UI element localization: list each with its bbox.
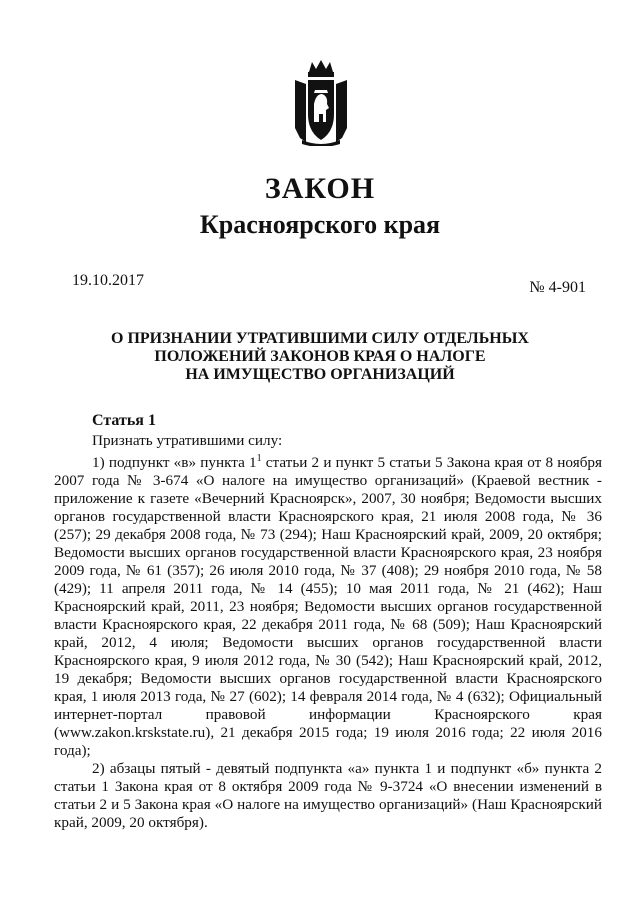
document-title-line: О ПРИЗНАНИИ УТРАТИВШИМИ СИЛУ ОТДЕЛЬНЫХ <box>111 330 529 347</box>
document-title-line: НА ИМУЩЕСТВО ОРГАНИЗАЦИЙ <box>185 366 455 383</box>
document-title <box>60 330 580 384</box>
document-number: № 4-901 <box>529 279 586 296</box>
article-item-1-rest: статьи 2 и пункт 5 статьи 5 Закона края от 8 ноября 2007 года № 3-674 «О налоге на имущество организаций» (Краевой вестник - приложение к газете «Вечерний Красноярск», 2007, 30 ноября; Ведомости высших органов государственной власти Красноярского края, 21 июля 2008 года, № 36 (257); 29 декабря 2008 года, № 73 (294); Наш Красноярский край, 2009, 20 октября; Ведомости высших органов государственной власти Красноярского края, 23 ноября 2009 года, № 61 (357); 26 июля 2010 года, № 37 (408); 29 ноября 2010 года, № 58 (429); 11 апреля 2011 года, № 14 (455); 10 мая 2011 года, № 21 (462); Наш Красноярский край, 2011, 23 ноября; Ведомости высших органов государственной власти Красноярского края, 22 декабря 2011 года, № 68 (509); Наш Красноярский край, 2012, 4 июля; Ведомости высших органов государственной власти Красноярского края, 9 июля 2012 года, № 30 (542); Наш Красноярский край, 2012, 19 декабря; Ведомости высших органов государственной власти Красноярского края, 1 июля 2013 года, № 27 (602); 14 февраля 2014 года, № 4 (632); Официальный интернет-портал правовой информации Красноярского края (www.zakon.krskstate.ru), 21 декабря 2015 года; 19 июля 2016 года; 22 июля 2016 года); <box>54 454 602 760</box>
document-date: 19.10.2017 <box>72 272 144 289</box>
document-region: Красноярского края <box>199 210 441 239</box>
superscript-marker: 1 <box>256 453 262 464</box>
article-heading: Статья 1 <box>92 412 156 429</box>
article-item-1 <box>54 450 602 760</box>
article-item-2: 2) абзацы пятый - девятый подпункта «а» пункта 1 и подпункт «б» пункта 2 статьи 1 Закона края от 8 октября 2009 года № 9-3724 «О внесении изменений в статьи 2 и 5 Закона края «О налоге на имущество организаций» (Наш Красноярский край, 2009, 20 октября). <box>54 760 602 832</box>
coat-of-arms-icon <box>292 58 350 146</box>
article-item-1-start: 1) подпункт «в» пункта 1 <box>92 454 257 472</box>
article-1 <box>54 412 602 832</box>
document-type: ЗАКОН <box>264 172 376 205</box>
article-intro: Признать утратившими силу: <box>92 432 283 449</box>
document-title-line: ПОЛОЖЕНИЙ ЗАКОНОВ КРАЯ О НАЛОГЕ <box>154 348 486 365</box>
